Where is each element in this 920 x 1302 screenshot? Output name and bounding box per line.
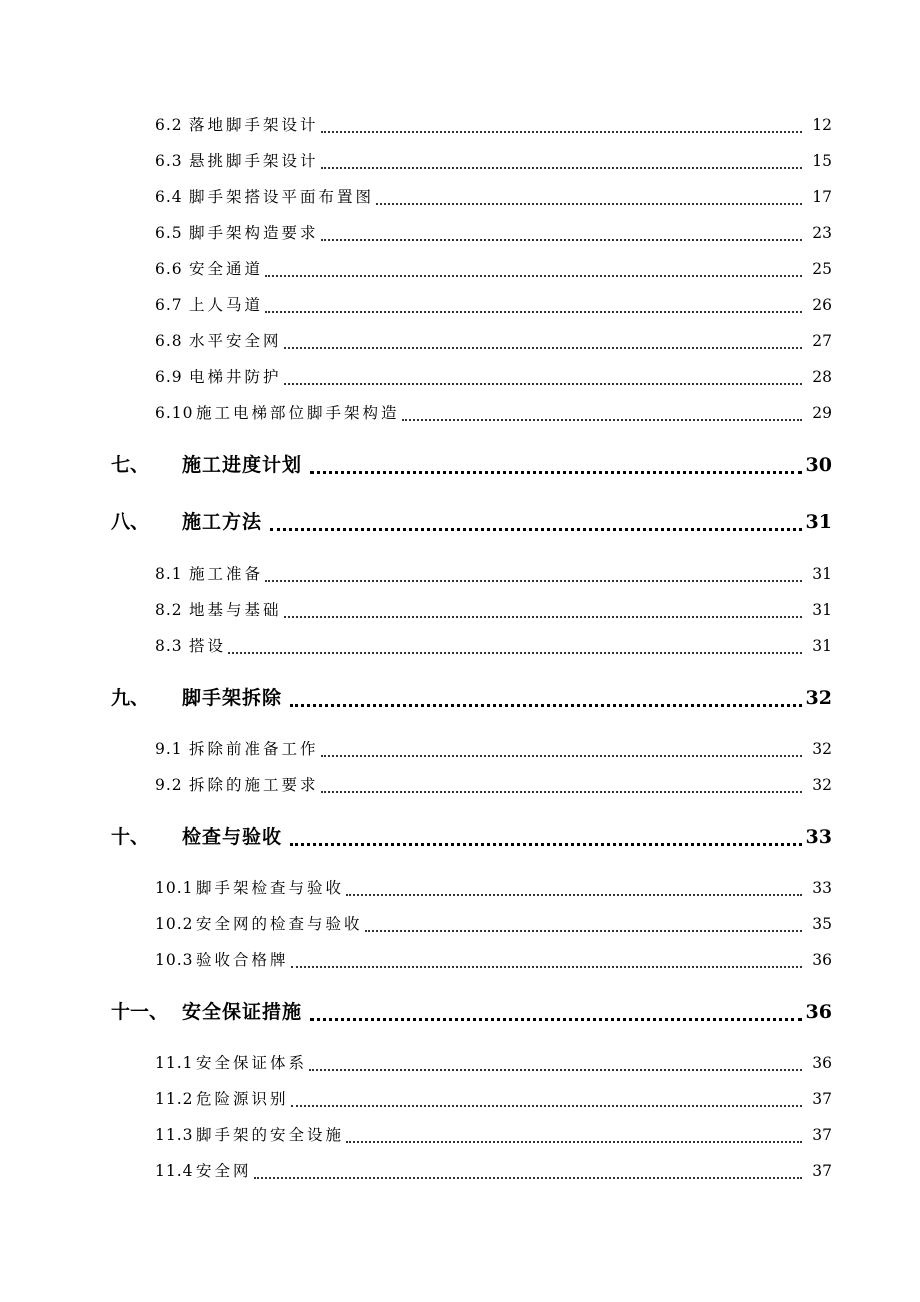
toc-entry[interactable] (0, 254, 920, 284)
toc-chapter-number: 八、 (111, 507, 149, 537)
dot-leader (321, 131, 802, 133)
dot-leader (228, 652, 802, 654)
toc-entry-title: 落地脚手架设计 (189, 110, 319, 140)
toc-entry[interactable] (0, 182, 920, 212)
toc-chapter-title: 施工进度计划 (182, 450, 308, 480)
toc-entry[interactable] (0, 1048, 920, 1078)
toc-entry-number: 9.1 (155, 734, 183, 764)
toc-entry-page: 23 (808, 218, 832, 248)
toc-entry-page: 27 (808, 326, 832, 356)
toc-entry[interactable] (0, 559, 920, 589)
dot-leader (290, 843, 802, 846)
toc-entry-title: 验收合格牌 (196, 945, 289, 975)
toc-entry[interactable] (0, 398, 920, 428)
dot-leader (310, 1018, 802, 1021)
toc-entry-page: 37 (808, 1120, 832, 1150)
toc-entry-page: 15 (808, 146, 832, 176)
toc-entry-title: 电梯井防护 (189, 362, 282, 392)
toc-entry[interactable] (0, 945, 920, 975)
toc-entry-title: 安全网 (196, 1156, 252, 1186)
toc-entry[interactable] (0, 734, 920, 764)
toc-chapter-page: 32 (802, 683, 832, 713)
toc-entry-page: 31 (808, 595, 832, 625)
toc-entry[interactable] (0, 1120, 920, 1150)
toc-entry-title: 脚手架检查与验收 (196, 873, 344, 903)
toc-entry-title: 施工电梯部位脚手架构造 (196, 398, 400, 428)
toc-entry-title: 脚手架构造要求 (189, 218, 319, 248)
dot-leader (284, 383, 802, 385)
toc-entry-number: 11.3 (155, 1120, 194, 1150)
toc-entry-title: 上人马道 (189, 290, 263, 320)
toc-entry-page: 32 (808, 734, 832, 764)
toc-chapter-page: 30 (802, 450, 832, 480)
dot-leader (291, 966, 802, 968)
toc-entry-title: 脚手架搭设平面布置图 (189, 182, 374, 212)
toc-entry-number: 8.3 (155, 631, 183, 661)
toc-entry-number: 6.4 (155, 182, 183, 212)
toc-chapter-title: 脚手架拆除 (182, 683, 288, 713)
toc-entry-title: 拆除前准备工作 (189, 734, 319, 764)
dot-leader (265, 275, 802, 277)
dot-leader (321, 791, 802, 793)
toc-chapter[interactable] (0, 997, 920, 1027)
toc-entry-number: 6.3 (155, 146, 183, 176)
toc-entry-title: 水平安全网 (189, 326, 282, 356)
toc-entry-title: 安全保证体系 (196, 1048, 307, 1078)
dot-leader (290, 704, 802, 707)
toc-entry-number: 11.2 (155, 1084, 194, 1114)
toc-entry-page: 37 (808, 1084, 832, 1114)
toc-entry-number: 6.7 (155, 290, 183, 320)
toc-entry[interactable] (0, 1084, 920, 1114)
toc-entry-number: 10.3 (155, 945, 194, 975)
toc-entry-number: 6.5 (155, 218, 183, 248)
dot-leader (284, 616, 802, 618)
toc-entry[interactable] (0, 1156, 920, 1186)
toc-entry[interactable] (0, 290, 920, 320)
toc-entry-number: 6.8 (155, 326, 183, 356)
toc-chapter-page: 36 (802, 997, 832, 1027)
toc-entry-page: 36 (808, 1048, 832, 1078)
toc-entry-number: 6.9 (155, 362, 183, 392)
toc-chapter[interactable] (0, 450, 920, 480)
toc-entry-number: 6.6 (155, 254, 183, 284)
toc-entry-page: 26 (808, 290, 832, 320)
toc-entry-page: 28 (808, 362, 832, 392)
toc-entry-title: 危险源识别 (196, 1084, 289, 1114)
dot-leader (310, 471, 802, 474)
toc-entry[interactable] (0, 631, 920, 661)
toc-entry[interactable] (0, 909, 920, 939)
dot-leader (321, 167, 802, 169)
dot-leader (321, 755, 802, 757)
toc-entry-number: 10.1 (155, 873, 194, 903)
toc-chapter-number: 十、 (111, 822, 149, 852)
toc-chapter-page: 31 (802, 507, 832, 537)
toc-entry-number: 8.1 (155, 559, 183, 589)
toc-chapter-number: 十一、 (111, 997, 168, 1027)
toc-entry-page: 17 (808, 182, 832, 212)
toc-entry[interactable] (0, 146, 920, 176)
dot-leader (376, 203, 802, 205)
dot-leader (365, 930, 802, 932)
toc-entry-page: 12 (808, 110, 832, 140)
dot-leader (321, 239, 802, 241)
dot-leader (284, 347, 802, 349)
toc-entry-title: 脚手架的安全设施 (196, 1120, 344, 1150)
toc-entry-page: 35 (808, 909, 832, 939)
toc-entry-title: 悬挑脚手架设计 (189, 146, 319, 176)
toc-chapter-title: 检查与验收 (182, 822, 288, 852)
dot-leader (265, 580, 802, 582)
toc-chapter-page: 33 (802, 822, 832, 852)
toc-entry[interactable] (0, 218, 920, 248)
toc-entry-page: 32 (808, 770, 832, 800)
dot-leader (346, 1141, 802, 1143)
toc-entry[interactable] (0, 770, 920, 800)
toc-entry-number: 11.1 (155, 1048, 194, 1078)
dot-leader (265, 311, 802, 313)
toc-entry-page: 36 (808, 945, 832, 975)
dot-leader (346, 894, 802, 896)
toc-entry[interactable] (0, 110, 920, 140)
toc-entry-title: 搭设 (189, 631, 226, 661)
toc-entry-number: 10.2 (155, 909, 194, 939)
toc-chapter-number: 七、 (111, 450, 149, 480)
dot-leader (402, 419, 802, 421)
toc-entry-number: 6.2 (155, 110, 183, 140)
toc-entry[interactable] (0, 362, 920, 392)
toc-entry[interactable] (0, 873, 920, 903)
toc-entry-number: 9.2 (155, 770, 183, 800)
toc-entry[interactable] (0, 595, 920, 625)
toc-chapter[interactable] (0, 822, 920, 852)
toc-chapter[interactable] (0, 683, 920, 713)
toc-chapter[interactable] (0, 507, 920, 537)
toc-chapter-title: 安全保证措施 (182, 997, 308, 1027)
toc-chapter-number: 九、 (111, 683, 149, 713)
toc-entry[interactable] (0, 326, 920, 356)
toc-entry-number: 11.4 (155, 1156, 194, 1186)
toc-entry-title: 安全网的检查与验收 (196, 909, 363, 939)
toc-entry-title: 地基与基础 (189, 595, 282, 625)
toc-entry-page: 25 (808, 254, 832, 284)
dot-leader (270, 528, 802, 531)
toc-entry-page: 31 (808, 559, 832, 589)
dot-leader (291, 1105, 802, 1107)
toc-entry-page: 29 (808, 398, 832, 428)
toc-entry-title: 安全通道 (189, 254, 263, 284)
toc-entry-page: 33 (808, 873, 832, 903)
toc-entry-page: 31 (808, 631, 832, 661)
dot-leader (254, 1177, 802, 1179)
toc-entry-number: 8.2 (155, 595, 183, 625)
toc-entry-number: 6.10 (155, 398, 194, 428)
toc-entry-title: 施工准备 (189, 559, 263, 589)
toc-entry-page: 37 (808, 1156, 832, 1186)
toc-entry-title: 拆除的施工要求 (189, 770, 319, 800)
toc-chapter-title: 施工方法 (182, 507, 268, 537)
dot-leader (309, 1069, 802, 1071)
